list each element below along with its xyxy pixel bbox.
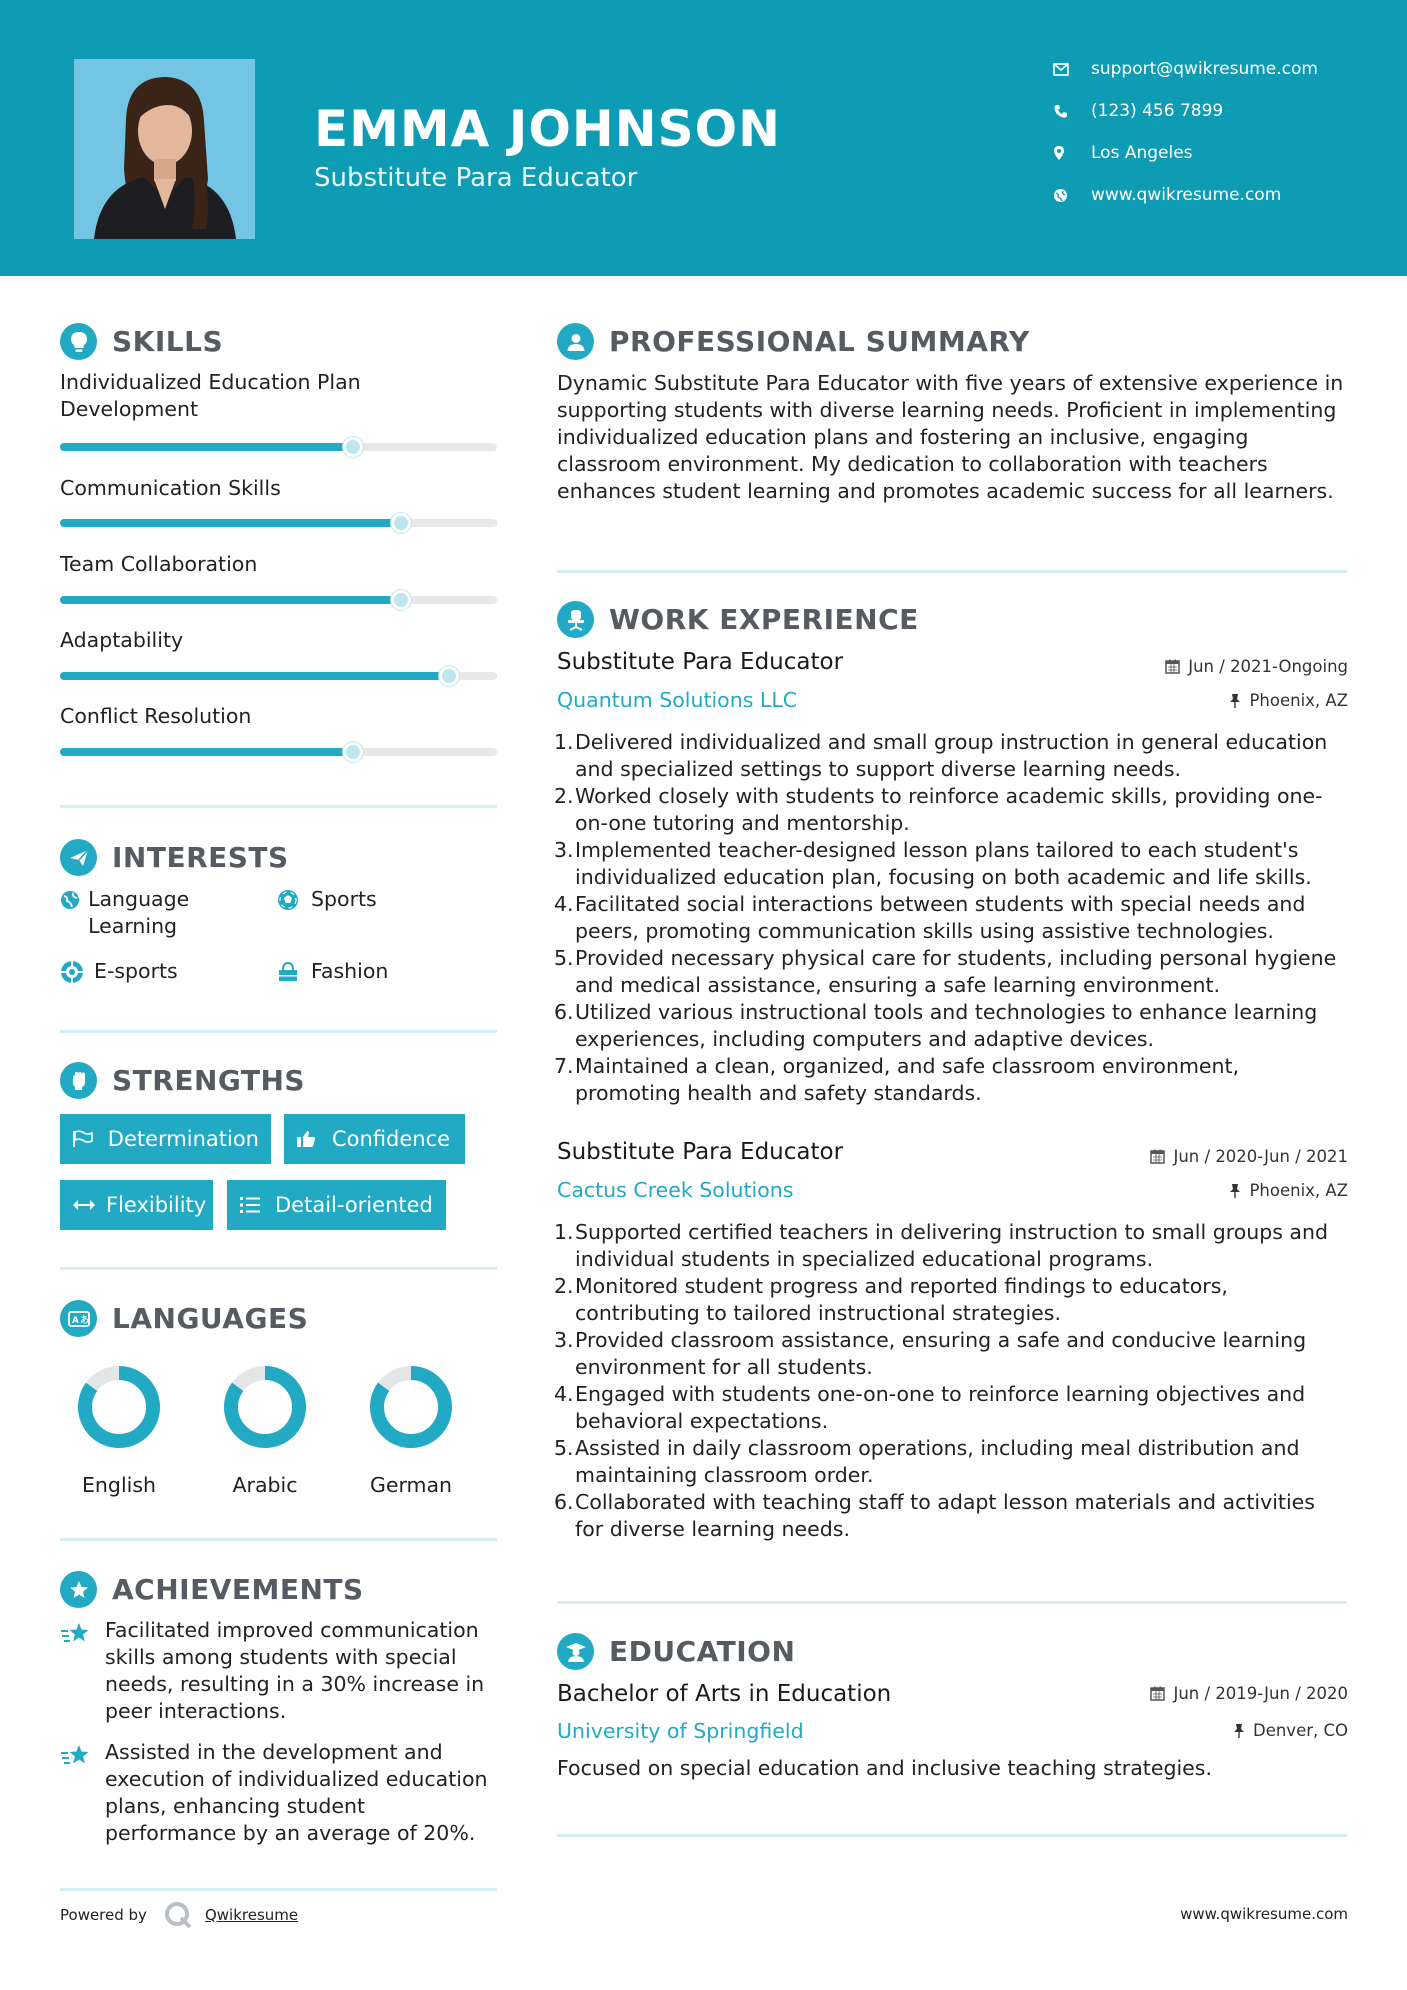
achievement-text: Assisted in the development and execution of individualized education plans, enhancing student performance by an average of 20%. <box>105 1740 488 1845</box>
skill-label: Conflict Resolution <box>60 704 252 728</box>
section-divider <box>557 1834 1347 1837</box>
job-dates-text: Jun / 2020-Jun / 2021 <box>1173 1147 1348 1166</box>
fist-icon <box>60 1062 97 1099</box>
job-company[interactable]: Quantum Solutions LLC <box>557 688 798 712</box>
languages-title: LANGUAGES <box>112 1302 309 1335</box>
thumbs-up-icon <box>296 1130 322 1148</box>
job-dates-text: Jun / 2021-Ongoing <box>1188 657 1348 676</box>
language-label: German <box>369 1473 453 1497</box>
job-responsibilities <box>557 729 1347 1107</box>
list-icon <box>239 1196 265 1214</box>
skill-bar-knob <box>391 590 411 610</box>
language-item <box>351 1365 471 1505</box>
skill-bar-knob <box>439 666 459 686</box>
skill-bar-fill <box>60 672 449 680</box>
skill-bar <box>60 748 497 756</box>
education-location-text: Denver, CO <box>1252 1721 1348 1740</box>
section-divider <box>60 805 497 808</box>
contact-location-text: Los Angeles <box>1091 143 1193 163</box>
strength-tag <box>227 1180 446 1230</box>
skill-bar-knob <box>391 513 411 533</box>
job-location <box>1229 691 1348 710</box>
responsibility-item: Worked closely with students to reinforce academic skills, providing one-on-one tutoring and mentorship. <box>575 784 1323 835</box>
responsibility-item: Delivered individualized and small group instruction in general education and specialized settings to support diverse learning needs. <box>575 730 1328 781</box>
achievement-item <box>60 1617 500 1725</box>
strength-tag <box>284 1114 465 1164</box>
achievement-text: Facilitated improved communication skills among students with special needs, resulting in a 30% increase in peer interactions. <box>105 1618 485 1723</box>
education-location <box>1233 1721 1348 1740</box>
interest-label: Sports <box>311 887 377 911</box>
education-heading <box>557 1633 795 1670</box>
strengths-title: STRENGTHS <box>112 1064 306 1097</box>
skills-heading <box>60 323 223 360</box>
achievements-title: ACHIEVEMENTS <box>112 1573 364 1606</box>
skill-bar <box>60 443 497 451</box>
skill-bar <box>60 596 497 604</box>
phone-icon <box>1053 104 1083 119</box>
office-chair-icon <box>557 601 594 638</box>
summary-heading <box>557 323 1030 360</box>
interest-item <box>60 958 260 985</box>
interest-item <box>60 886 240 940</box>
responsibility-item: Supported certified teachers in delivering instruction to small groups and individual students in specialized educational programs. <box>575 1220 1329 1271</box>
paper-plane-icon <box>60 839 97 876</box>
job-location-text: Phoenix, AZ <box>1249 691 1348 710</box>
skill-bar-fill <box>60 519 401 527</box>
skill-bar-fill <box>60 748 353 756</box>
language-donut <box>59 1365 179 1455</box>
education-description: Focused on special education and inclusive teaching strategies. <box>557 1756 1212 1780</box>
candidate-name: EMMA JOHNSON <box>314 100 781 158</box>
responsibility-item: Engaged with students one-on-one to reinforce learning objectives and behavioral expectations. <box>575 1382 1306 1433</box>
skill-bar <box>60 672 497 680</box>
globe-icon <box>1053 188 1083 203</box>
education-dates <box>1150 1684 1348 1703</box>
user-icon <box>557 323 594 360</box>
skill-label: Individualized Education Plan Development <box>60 370 361 421</box>
contact-phone[interactable] <box>1053 96 1373 126</box>
contact-phone-text: (123) 456 7899 <box>1091 101 1224 121</box>
skill-bar-knob <box>343 742 363 762</box>
powered-by-text: Powered by <box>60 1906 147 1924</box>
section-divider <box>557 1601 1347 1604</box>
job-title: Substitute Para Educator <box>557 1139 844 1165</box>
language-item <box>59 1365 179 1505</box>
skills-title: SKILLS <box>112 325 224 358</box>
contact-website-text: www.qwikresume.com <box>1091 185 1282 205</box>
interest-label: Fashion <box>311 959 389 983</box>
summary-text: Dynamic Substitute Para Educator with five years of extensive experience in supporting students with diverse learning needs. Proficient in implementing individualized education plans and fostering an inclusive, engaging classroom environment. My dedication to collaboration with teachers enhances student learning and promotes academic success for all learners. <box>557 371 1344 503</box>
calendar-icon <box>1165 659 1180 674</box>
achievement-item <box>60 1739 500 1847</box>
experience-heading <box>557 601 919 638</box>
strength-label: Flexibility <box>106 1193 207 1217</box>
education-title: EDUCATION <box>609 1635 796 1668</box>
contact-location[interactable] <box>1053 138 1373 168</box>
section-divider <box>60 1267 497 1270</box>
contact-email-text: support@qwikresume.com <box>1091 59 1318 79</box>
summary-title: PROFESSIONAL SUMMARY <box>609 325 1030 358</box>
envelope-icon <box>1053 63 1083 76</box>
job-title: Substitute Para Educator <box>557 649 844 675</box>
lightbulb-icon <box>60 323 97 360</box>
skill-bar-knob <box>343 437 363 457</box>
candidate-title: Substitute Para Educator <box>314 163 638 193</box>
responsibility-item: Monitored student progress and reported findings to educators, contributing to tailored instructional strategies. <box>575 1274 1228 1325</box>
language-label: Arabic <box>232 1473 298 1497</box>
gamepad-icon <box>60 958 86 985</box>
responsibility-item: Facilitated social interactions between students with special needs and peers, promoting communication skills using assistive technologies. <box>575 892 1306 943</box>
flag-icon <box>72 1130 98 1148</box>
strengths-heading <box>60 1062 305 1099</box>
interest-label: Language Learning <box>88 887 190 938</box>
interest-label: E-sports <box>94 959 178 983</box>
svg-text:A: A <box>71 1315 79 1326</box>
calendar-icon <box>1150 1149 1165 1164</box>
skill-bar-fill <box>60 596 401 604</box>
globe-icon <box>60 886 80 913</box>
contact-email[interactable] <box>1053 54 1373 84</box>
svg-text:あ: あ <box>79 1315 89 1326</box>
language-icon <box>60 1300 97 1337</box>
job-location <box>1229 1181 1348 1200</box>
interests-heading <box>60 839 289 876</box>
section-divider <box>60 1538 497 1541</box>
section-divider <box>60 1888 497 1891</box>
language-donut <box>205 1365 325 1455</box>
job-responsibilities <box>557 1219 1347 1543</box>
footer-url[interactable]: www.qwikresume.com <box>1180 1905 1348 1923</box>
achievements-heading <box>60 1571 364 1608</box>
language-label: English <box>81 1473 157 1497</box>
pushpin-icon <box>1229 1183 1241 1198</box>
interests-title: INTERESTS <box>112 841 289 874</box>
pushpin-icon <box>1233 1723 1245 1738</box>
skill-bar <box>60 519 497 527</box>
language-donut <box>351 1365 471 1455</box>
footer-powered-by <box>60 1900 298 1930</box>
languages-heading <box>60 1300 308 1337</box>
education-dates-text: Jun / 2019-Jun / 2020 <box>1173 1684 1348 1703</box>
job-company[interactable]: Cactus Creek Solutions <box>557 1178 794 1202</box>
responsibility-item: Provided necessary physical care for students, including personal hygiene and medical assistance, ensuring a safe learning environment. <box>575 946 1337 997</box>
section-divider <box>557 570 1347 573</box>
interest-item <box>277 886 477 913</box>
resume-header <box>0 0 1407 276</box>
responsibility-item: Assisted in daily classroom operations, including meal distribution and maintaining classroom order. <box>575 1436 1300 1487</box>
skill-label: Communication Skills <box>60 476 281 500</box>
location-pin-icon <box>1053 145 1083 161</box>
responsibility-item: Provided classroom assistance, ensuring a safe and conducive learning environment for all students. <box>575 1328 1307 1379</box>
strength-label: Determination <box>107 1127 259 1151</box>
shooting-star-icon <box>60 1617 105 1725</box>
shopping-bag-icon <box>277 958 303 985</box>
graduate-icon <box>557 1633 594 1670</box>
contact-website[interactable] <box>1053 180 1373 210</box>
arrows-horizontal-icon <box>72 1199 96 1211</box>
skill-bar-fill <box>60 443 353 451</box>
job-location-text: Phoenix, AZ <box>1249 1181 1348 1200</box>
experience-title: WORK EXPERIENCE <box>609 603 919 636</box>
strength-tag <box>60 1180 213 1230</box>
qwikresume-link[interactable]: Qwikresume <box>204 1906 299 1924</box>
strength-label: Confidence <box>332 1127 451 1151</box>
responsibility-item: Utilized various instructional tools and technologies to enhance learning experiences, including computers and adaptive devices. <box>575 1000 1318 1051</box>
language-item <box>205 1365 325 1505</box>
responsibility-item: Collaborated with teaching staff to adapt lesson materials and activities for diverse learning needs. <box>575 1490 1315 1541</box>
profile-photo <box>74 59 255 239</box>
education-degree: Bachelor of Arts in Education <box>557 1681 892 1707</box>
strength-tag <box>60 1114 271 1164</box>
skill-label: Team Collaboration <box>60 552 258 576</box>
responsibility-item: Maintained a clean, organized, and safe classroom environment, promoting health and safety standards. <box>575 1054 1240 1105</box>
calendar-icon <box>1150 1686 1165 1701</box>
interest-item <box>277 958 477 985</box>
star-badge-icon <box>60 1571 97 1608</box>
skill-label: Adaptability <box>60 628 184 652</box>
job-dates <box>1150 1147 1348 1166</box>
pushpin-icon <box>1229 693 1241 708</box>
strength-label: Detail-oriented <box>275 1193 433 1217</box>
education-school[interactable]: University of Springfield <box>557 1719 804 1743</box>
soccer-ball-icon <box>277 886 303 913</box>
shooting-star-icon <box>60 1739 105 1847</box>
responsibility-item: Implemented teacher-designed lesson plans tailored to each student's individualized education plan, focusing on both academic and life skills. <box>575 838 1312 889</box>
qwikresume-logo-icon <box>163 1900 193 1930</box>
section-divider <box>60 1030 497 1033</box>
job-dates <box>1165 657 1348 676</box>
